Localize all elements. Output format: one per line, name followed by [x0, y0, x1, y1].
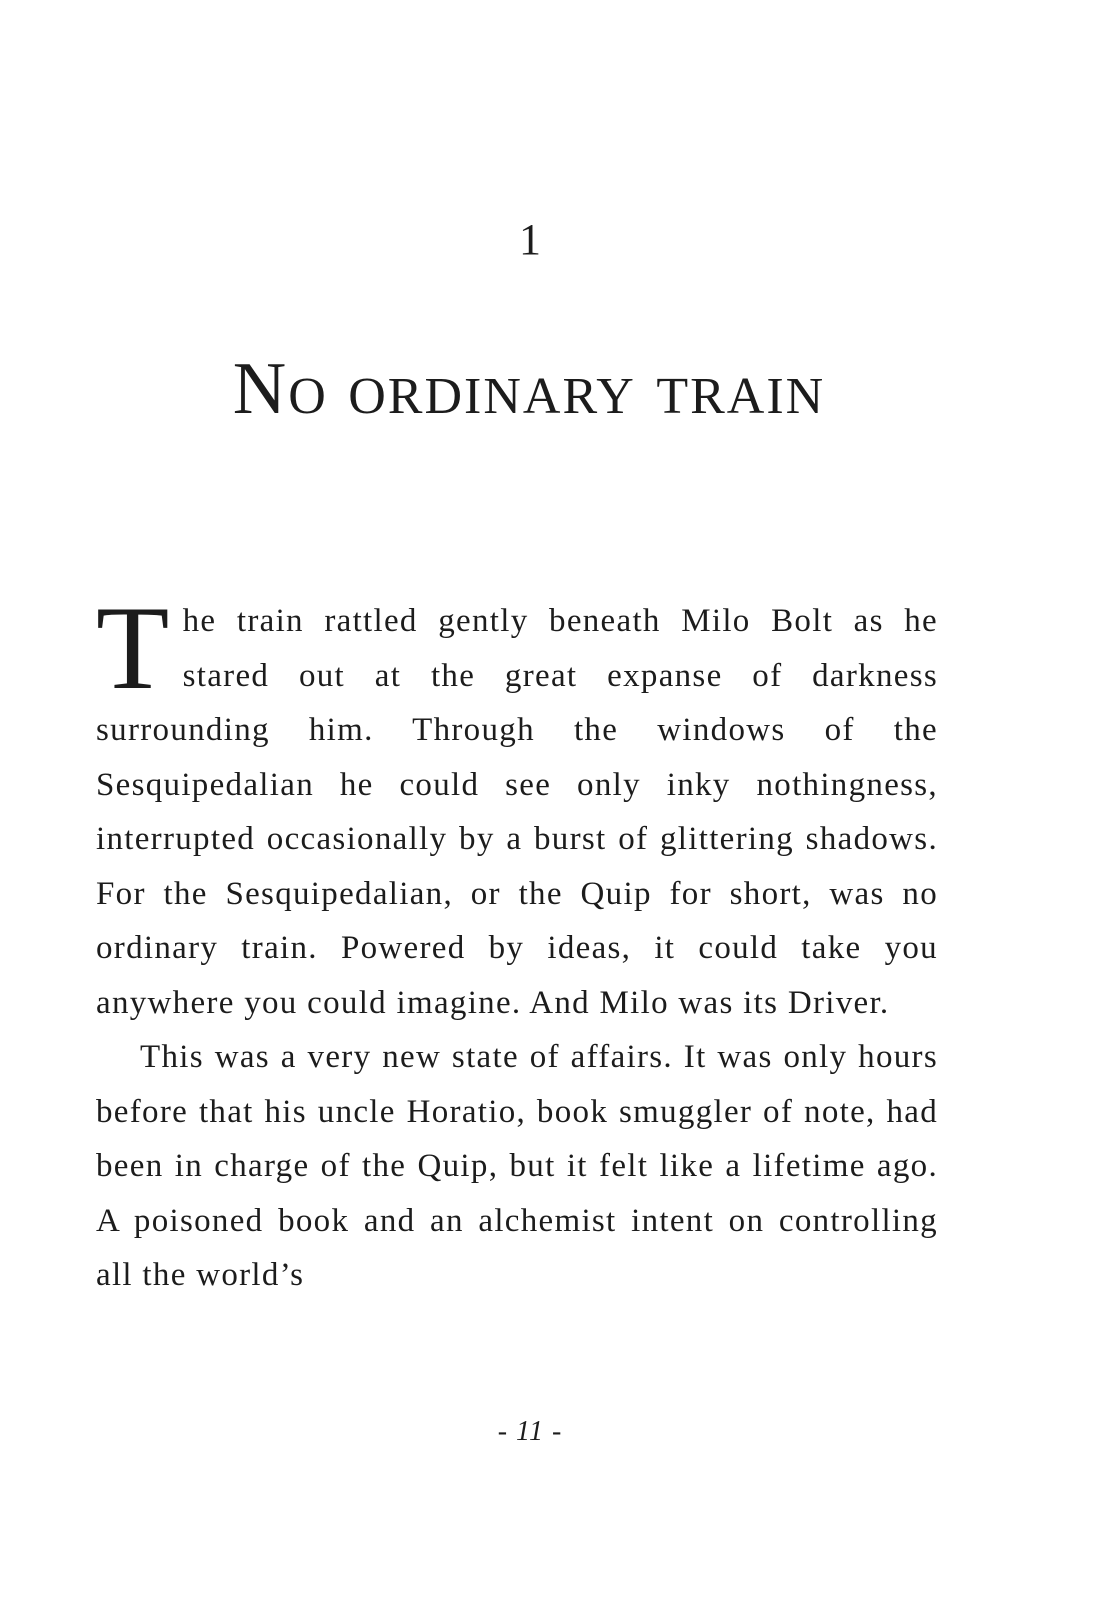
drop-cap: T	[96, 581, 171, 714]
page-number: - 11 -	[497, 1416, 563, 1447]
chapter-number: 1	[519, 215, 541, 264]
paragraph-1	[96, 581, 938, 1030]
chapter-title	[104, 348, 954, 430]
chapter-body	[96, 581, 938, 1303]
chapter-title-text: No ordinary train	[232, 348, 826, 430]
paragraph-2: This was a very new state of affairs. It was only hours before that his uncle Horatio, book smuggler of note, had been in charge of the Quip, but it felt like a lifetime ago. A poisoned book and an alchemist intent on controlling all the world’s	[96, 1039, 938, 1293]
paragraph-1-text: he train rattled gently beneath Milo Bolt as he stared out at the great expanse of darkness surrounding him. Through the windows of the Sesquipedalian he could see only inky nothingness, interrupted occasionally by a burst of glittering shadows. For the Sesquipedalian, or the Quip for short, was no ordinary train. Powered by ideas, it could take you anywhere you could imagine. And Milo was its Driver.	[96, 603, 938, 1021]
